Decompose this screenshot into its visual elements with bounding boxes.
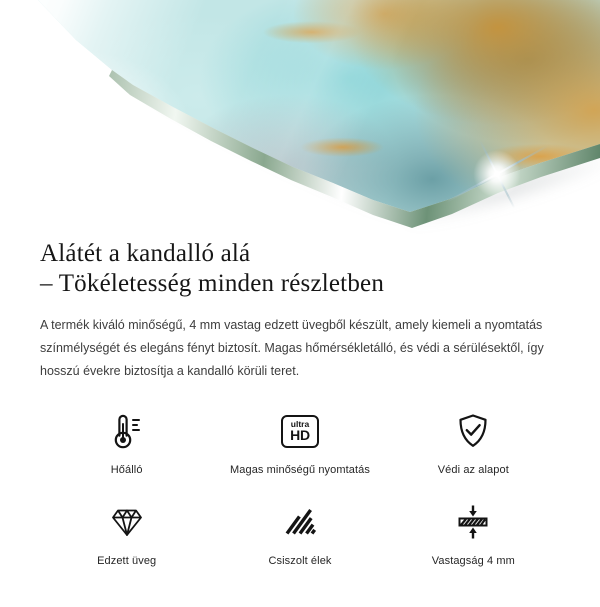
ultra-hd-icon [281, 411, 319, 451]
page-title [40, 239, 560, 299]
feature-label: Hőálló [110, 464, 143, 476]
ultra-hd-icon-text-bottom: HD [290, 427, 310, 443]
page-title-line1: Alátét a kandalló alá [40, 240, 251, 267]
product-description-text: A termék kiváló minőségű, 4 mm vastag edzett üvegből készült, amely kiemeli a nyomtatás színmélységét és elegáns fényt biztosít. Magas hőmérsékletálló, és védi a sérülésektől, így hosszú évekre biztosítja a kandalló körüli teret. [40, 318, 544, 378]
feature-label: Magas minőségű nyomtatás [230, 464, 370, 476]
feature-label: Edzett üveg [97, 555, 157, 567]
feature-label: Csiszolt élek [268, 555, 332, 567]
feature-print-quality [213, 411, 386, 476]
feature-label: Védi az alapot [437, 464, 509, 476]
shield-check-icon [453, 411, 493, 451]
ultra-hd-icon-text-top: ultra [290, 419, 310, 429]
feature-label: Vastagság 4 mm [431, 555, 515, 567]
thickness-4mm-icon [453, 502, 493, 542]
feature-protects-base [387, 411, 560, 476]
feature-grid [40, 383, 560, 607]
product-photo [0, 0, 600, 230]
feature-heat-resistant [40, 411, 213, 476]
thermometer-icon [107, 411, 147, 451]
feature-tempered-glass [40, 502, 213, 567]
feature-polished-edges [213, 502, 386, 567]
diamond-icon [107, 502, 147, 542]
feature-thickness [387, 502, 560, 567]
polished-edges-icon [280, 502, 320, 542]
product-description-section [0, 239, 600, 607]
page-title-line2: – Tökéletesség minden részletben [40, 270, 385, 297]
